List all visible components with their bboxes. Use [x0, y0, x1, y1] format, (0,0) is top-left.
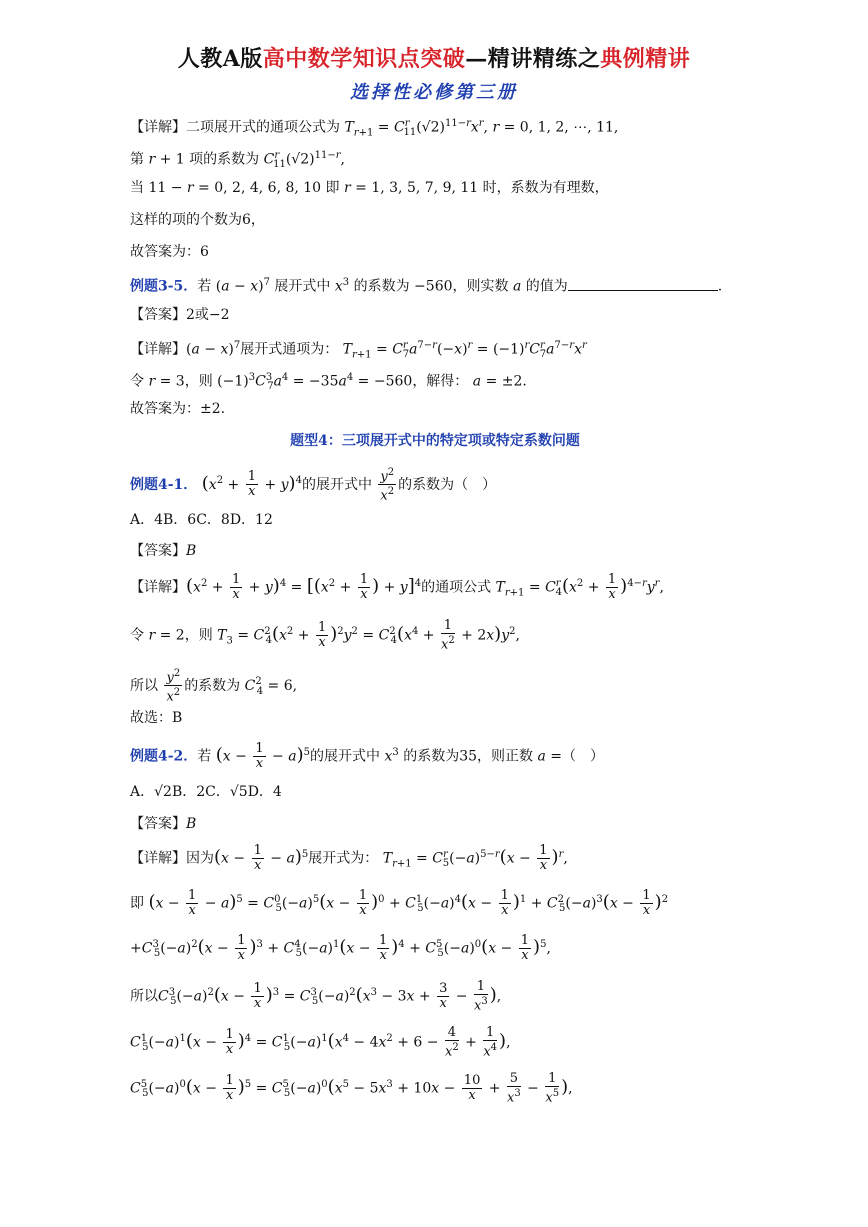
detail-4-1-line-4: 故选：B — [130, 710, 183, 726]
detail-label: 【详解】 — [130, 119, 186, 136]
detail-4-2-line-6: $C^5_5(-a)^0(x$ − $\frac{1}{x}$ )$^5 = C^5_5(-a)^0(x^5 - 5x^3 + 10x$ − $\frac{10}{x}$ + $\frac{5}{x^3}$ − $\frac{1}{x^5}$ ), — [130, 1071, 573, 1106]
header-topic: 高中数学知识点突破 — [262, 46, 466, 72]
detail-line-3: 当 11 − r = 0, 2, 4, 6, 8, 10 即 r = 1, 3, 5, 7, 9, 11 时，系数为有理数， — [130, 180, 609, 196]
header-section: 典例精讲 — [600, 46, 691, 72]
detail-4-2-line-2: 即 (x − $\frac{1}{x}$ − $a)^5 = C^0_5(-a)^5(x$ − $\frac{1}{x}$ )$^0 + C^1_5(-a)^4(x$ − $\frac{1}{x}$ )$^1 + C^2_5(-a)^3(x$ − $\frac{1}{x}$ )$^2$ — [130, 888, 669, 918]
detail-4-2-line-5: $C^1_5(-a)^1(x$ − $\frac{1}{x}$ )$^4 = C^1_5(-a)^1(x^4 - 4x^2 + 6$ − $\frac{4}{x^2}$ + $\frac{1}{x^4}$ ), — [130, 1025, 511, 1060]
answer-4-2: 【答案】B — [130, 816, 197, 832]
detail-4-1-line-2: 令 r = 2，则 $T_3 = C^2_4(x^2$ + $\frac{1}{x}$ )$^2y^2 = C^2_4(x^4$ + $\frac{1}{x^2}$ + $2x)y^2$, — [130, 618, 520, 653]
detail-line-1: 【详解】二项展开式的通项公式为 $T_{r+1} = C^r_{11}(√2)^{11-r}x^r$, r = 0, 1, 2, ⋯, 11, — [130, 118, 619, 139]
detail-3-5-line-2: 令 r = 3，则 $(-1)^3C^3_7a^4 = -35a^4 = -560$，解得： a = ±2. — [130, 372, 527, 393]
detail-line-5: 故答案为：6 — [130, 244, 209, 260]
detail-4-2-line-4: 所以$C^3_5(-a)^2(x$ − $\frac{1}{x}$ )$^3 = C^3_5(-a)^2(x^3 - 3x$ + $\frac{3}{x}$ − $\frac{1}{x^3}$ ), — [130, 979, 502, 1014]
detail-3-5-line-3: 故答案为：±2. — [130, 401, 226, 417]
answer-4-1: 【答案】B — [130, 543, 197, 559]
detail-4-1-line-3: 所以 $\frac{y^2}{x^2}$ 的系数为 $C^2_4 = 6$, — [130, 668, 298, 705]
example-4-1-options: A．4B．6C．8D．12 — [130, 512, 273, 528]
page-header — [0, 42, 868, 73]
detail-4-2: 【详解】因为(x − $\frac{1}{x}$ − a)$^5$展开式为： $T_{r+1} = C^r_5(-a)^{5-r}(x$ − $\frac{1}{x}$ )$^r$, — [130, 843, 568, 873]
detail-text: 二项展开式的通项公式为 — [186, 119, 340, 136]
detail-4-2-line-3: $+C^3_5(-a)^2(x$ − $\frac{1}{x}$ )$^3 + C^4_5(-a)^1(x$ − $\frac{1}{x}$ )$^4 + C^5_5(-a)^0(x$ − $\frac{1}{x}$ )$^5$, — [130, 933, 551, 963]
example-4-1: 例题4-1． ($x^2$ + $\frac{1}{x}$ + y)$^4$的展开式中 $\frac{y^2}{x^2}$ 的系数为（ ） — [130, 467, 497, 504]
answer-3-5: 【答案】2或−2 — [130, 307, 230, 323]
page-subheader: 选择性必修第三册 — [350, 82, 518, 103]
detail-3-5: 【详解】$(a - x)^7$展开式通项为： $T_{r+1} = C^r_7a^{7-r}(-x)^r = (-1)^rC^r_7a^{7-r}x^r$ — [130, 340, 587, 361]
detail-line-4: 这样的项的个数为6， — [130, 212, 265, 228]
detail-line-2: 第 r + 1 项的系数为 $C^r_{11}(√2)^{11-r}$, — [130, 150, 345, 171]
header-series: —精讲精练之 — [465, 46, 601, 72]
answer-blank — [568, 276, 718, 291]
header-edition: 人教A版 — [177, 46, 263, 72]
example-4-2: 例题4-2．若 (x − $\frac{1}{x}$ − a)$^5$的展开式中 $x^3$ 的系数为35，则正数 a =（ ） — [130, 741, 605, 771]
example-label: 例题3-5． — [130, 278, 198, 295]
detail-4-1: 【详解】($x^2$ + $\frac{1}{x}$ + $y)^4 = [(x^2$ + $\frac{1}{x}$ ) + y]$^4$的通项公式 $T_{r+1} = C^r_4(x^2$ + $\frac{1}{x}$ )$^{4-r}y^r$, — [130, 572, 664, 602]
example-3-5: 例题3-5．若 $(a - x)^7$ 展开式中 $x^3$ 的系数为 −560，则实数 a 的值为 . — [130, 277, 723, 295]
example-4-2-options: A．√2B．2C．√5D．4 — [130, 784, 282, 800]
section-title: 题型4：三项展开式中的特定项或特定系数问题 — [290, 433, 580, 449]
